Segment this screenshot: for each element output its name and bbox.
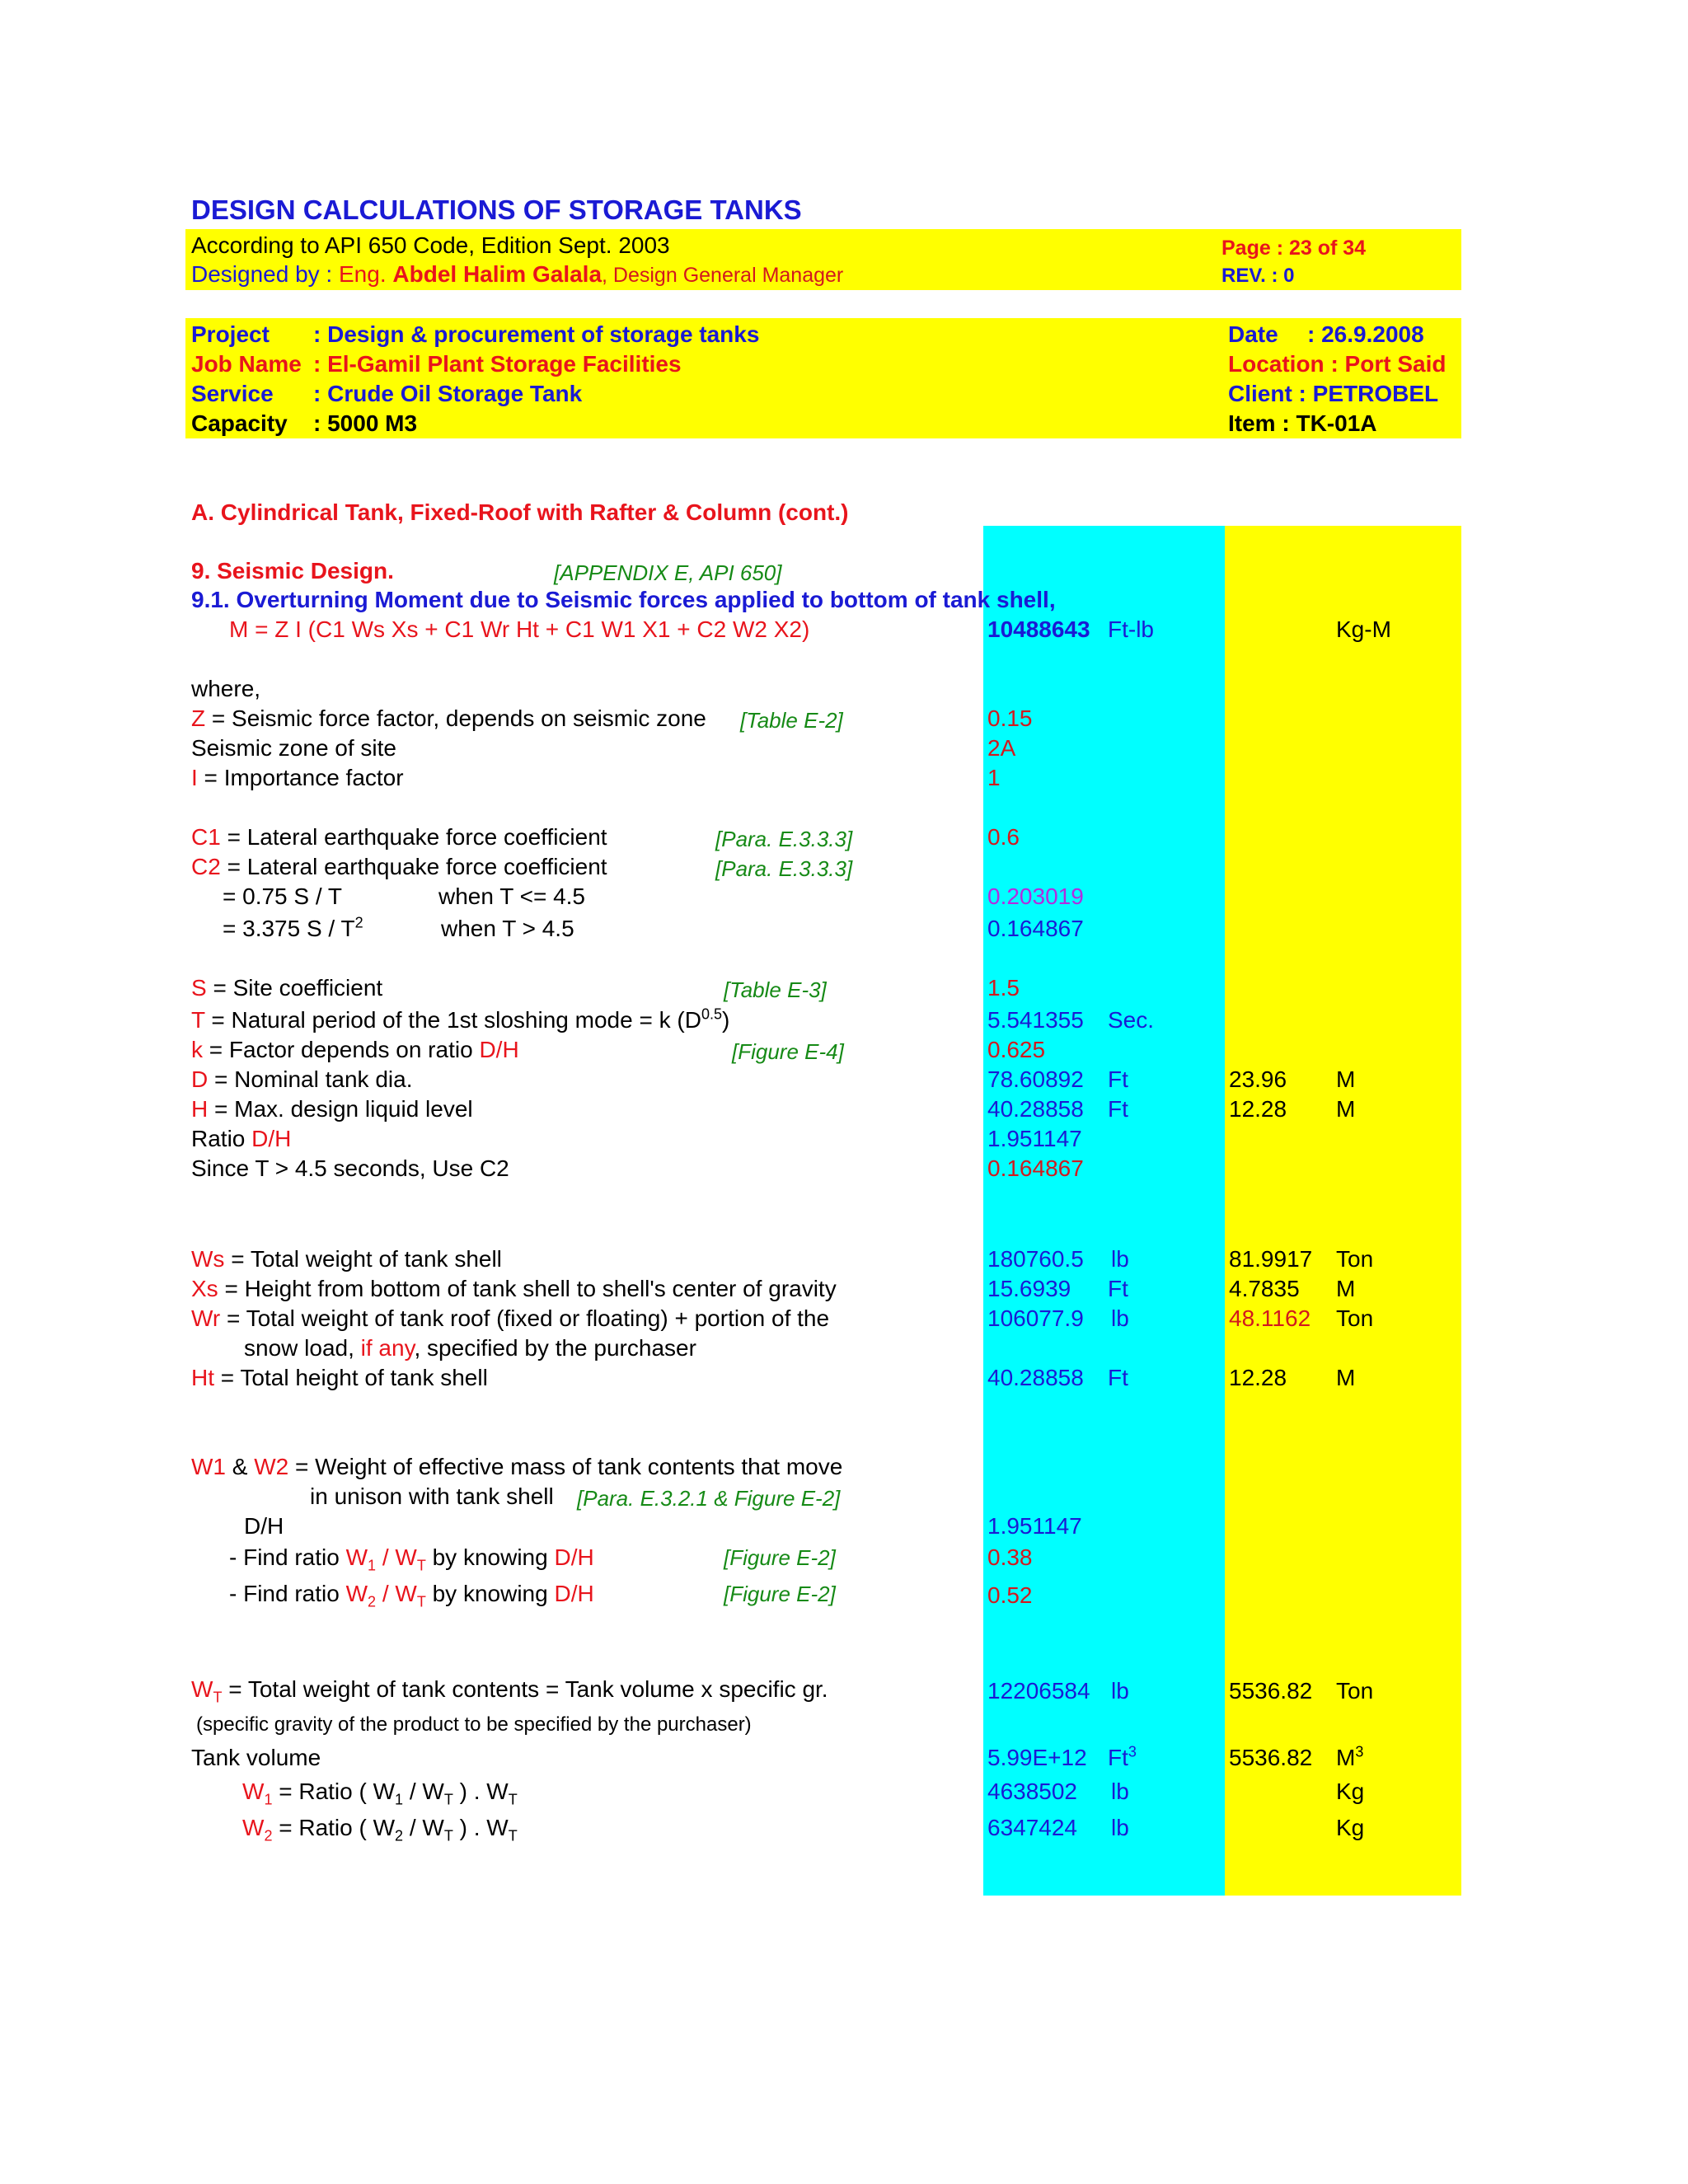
c2-equation-1: = 0.75 S / T: [223, 883, 343, 909]
date-label: Date: [1228, 321, 1278, 347]
ws-value-si: 81.9917: [1229, 1246, 1313, 1272]
client: Client : PETROBEL: [1228, 381, 1439, 406]
find-ratio-w1-value: 0.38: [987, 1544, 1033, 1570]
d-unit: Ft: [1108, 1066, 1128, 1092]
seismic-heading: 9. Seismic Design.: [191, 558, 394, 583]
c1-ref: [Para. E.3.3.3]: [715, 827, 853, 851]
h-value-si: 12.28: [1229, 1096, 1287, 1122]
ht-row: Ht = Total height of tank shell: [191, 1365, 488, 1390]
c1-row: C1 = Lateral earthquake force coefficient: [191, 824, 607, 850]
moment-unit-si: Kg-M: [1336, 616, 1391, 642]
w2-row: $W_2$ = Ratio ( $W_2 / W_T$ ) . $W_T$: [242, 1815, 518, 1844]
c2-row: C2 = Lateral earthquake force coefficient: [191, 854, 607, 879]
moment-unit: Ft-lb: [1108, 616, 1154, 642]
s-ref: [Table E-3]: [724, 977, 827, 1002]
wt-value-si: 5536.82: [1229, 1678, 1313, 1704]
w2-unit: lb: [1111, 1815, 1129, 1840]
find-ratio-w2: - Find ratio $W_2 / W_T$ by knowing D/H: [229, 1581, 594, 1610]
d-value-si: 23.96: [1229, 1066, 1287, 1092]
ht-value: 40.28858: [987, 1365, 1084, 1390]
wr-unit-si: Ton: [1336, 1305, 1374, 1331]
seismic-zone-label: Seismic zone of site: [191, 735, 396, 761]
ws-unit: lb: [1111, 1246, 1129, 1272]
xs-unit-si: M: [1336, 1276, 1356, 1301]
dh-label: D/H: [244, 1513, 284, 1539]
wr-row: Wr = Total weight of tank roof (fixed or floating) + portion of the: [191, 1305, 830, 1331]
i-value: 1: [987, 765, 1001, 790]
w1-w2-ref: [Para. E.3.2.1 & Figure E-2]: [577, 1486, 841, 1511]
wr-row-continued: snow load, if any, specified by the purchaser: [244, 1335, 696, 1361]
w1-w2-row-continued: in unison with tank shell: [310, 1483, 554, 1509]
c2-ref: [Para. E.3.3.3]: [715, 856, 853, 881]
ht-unit-si: M: [1336, 1365, 1356, 1390]
ht-unit: Ft: [1108, 1365, 1128, 1390]
overturning-heading: 9.1. Overturning Moment due to Seismic forces applied to bottom of tank shell,: [191, 587, 1056, 612]
c2-value-2: 0.164867: [987, 916, 1084, 941]
d-unit-si: M: [1336, 1066, 1356, 1092]
dh-value: 1.951147: [987, 1513, 1082, 1539]
w1-w2-row: W1 & W2 = Weight of effective mass of tank contents that move: [191, 1454, 843, 1479]
tank-volume-value: 5.99E+12: [987, 1745, 1087, 1770]
c2-condition-1: when T <= 4.5: [438, 883, 585, 909]
w1-unit-si: Kg: [1336, 1779, 1365, 1804]
xs-unit: Ft: [1108, 1276, 1128, 1301]
s-value: 1.5: [987, 975, 1020, 1001]
item: Item : TK-01A: [1228, 410, 1377, 436]
specific-gravity-note: (specific gravity of the product to be specified by the purchaser): [196, 1713, 752, 1736]
c1-value: 0.6: [987, 824, 1020, 850]
revision: REV. : 0: [1221, 265, 1295, 287]
c2-value-1: 0.203019: [987, 883, 1084, 909]
wr-value: 106077.9: [987, 1305, 1084, 1331]
wt-value: 12206584: [987, 1678, 1090, 1704]
ratio-row: Ratio D/H: [191, 1126, 292, 1151]
moment-formula: M = Z I (C1 Ws Xs + C1 Wr Ht + C1 W1 X1 + C2 W2 X2): [229, 616, 810, 642]
find-ratio-w1: - Find ratio $W_1 / W_T$ by knowing D/H: [229, 1544, 594, 1574]
wt-unit: lb: [1111, 1678, 1129, 1704]
w2-unit-si: Kg: [1336, 1815, 1365, 1840]
h-unit: Ft: [1108, 1096, 1128, 1122]
s-row: S = Site coefficient: [191, 975, 383, 1001]
page-number: Page : 23 of 34: [1221, 237, 1367, 260]
moment-value: 10488643: [987, 616, 1090, 642]
ratio-value: 1.951147: [987, 1126, 1082, 1151]
z-ref: [Table E-2]: [740, 708, 843, 733]
c2-condition-2: when T > 4.5: [441, 916, 574, 941]
capacity-value: : 5000 M3: [313, 410, 418, 436]
d-row: D = Nominal tank dia.: [191, 1066, 413, 1092]
wr-unit: lb: [1111, 1305, 1129, 1331]
t-unit: Sec.: [1108, 1007, 1155, 1033]
wr-value-si: 48.1162: [1229, 1305, 1311, 1331]
h-unit-si: M: [1336, 1096, 1356, 1122]
tank-volume-label: Tank volume: [191, 1745, 321, 1770]
since-note: Since T > 4.5 seconds, Use C2: [191, 1155, 509, 1181]
c2-equation-2: = 3.375 S / $T^2$: [223, 914, 363, 941]
ws-value: 180760.5: [987, 1246, 1084, 1272]
xs-value-si: 4.7835: [1229, 1276, 1300, 1301]
designer-line: Designed by : Eng. Abdel Halim Galala, Design General Manager: [191, 261, 844, 287]
code-reference: According to API 650 Code, Edition Sept. 2003: [191, 232, 670, 258]
h-row: H = Max. design liquid level: [191, 1096, 473, 1122]
job-name-label: Job Name: [191, 351, 302, 377]
find-ratio-w1-ref: [Figure E-2]: [724, 1545, 836, 1570]
xs-row: Xs = Height from bottom of tank shell to shell's center of gravity: [191, 1276, 837, 1301]
w1-unit: lb: [1111, 1779, 1129, 1804]
k-ref: [Figure E-4]: [732, 1039, 844, 1064]
section-title: A. Cylindrical Tank, Fixed-Roof with Rafter & Column (cont.): [191, 499, 849, 525]
tank-volume-unit: Ft$^3$: [1108, 1743, 1137, 1770]
ht-value-si: 12.28: [1229, 1365, 1287, 1390]
since-value: 0.164867: [987, 1155, 1084, 1181]
find-ratio-w2-ref: [Figure E-2]: [724, 1582, 836, 1606]
t-row: T = Natural period of the 1st sloshing mode = k $(D^{0.5})$: [191, 1005, 730, 1033]
ws-row: Ws = Total weight of tank shell: [191, 1246, 502, 1272]
xs-value: 15.6939: [987, 1276, 1071, 1301]
z-value: 0.15: [987, 705, 1033, 731]
w1-row: $W_1$ = Ratio ( $W_1 / W_T$ ) . $W_T$: [242, 1779, 518, 1808]
h-value: 40.28858: [987, 1096, 1084, 1122]
w2-value: 6347424: [987, 1815, 1078, 1840]
tank-volume-value-si: 5536.82: [1229, 1745, 1313, 1770]
i-row: I = Importance factor: [191, 765, 404, 790]
t-value: 5.541355: [987, 1007, 1084, 1033]
ws-unit-si: Ton: [1336, 1246, 1374, 1272]
find-ratio-w2-value: 0.52: [987, 1582, 1033, 1608]
project-value: : Design & procurement of storage tanks: [313, 321, 760, 347]
k-row: k = Factor depends on ratio D/H: [191, 1037, 519, 1062]
capacity-label: Capacity: [191, 410, 288, 436]
job-name-value: : El-Gamil Plant Storage Facilities: [313, 351, 682, 377]
date-value: : 26.9.2008: [1307, 321, 1424, 347]
tank-volume-unit-si: $M^3$: [1336, 1743, 1364, 1770]
service-label: Service: [191, 381, 274, 406]
service-value: : Crude Oil Storage Tank: [313, 381, 583, 406]
seismic-zone-value: 2A: [987, 735, 1016, 761]
where-label: where,: [191, 676, 261, 701]
project-label: Project: [191, 321, 270, 347]
appendix-ref: [APPENDIX E, API 650]: [554, 560, 782, 585]
document-title: DESIGN CALCULATIONS OF STORAGE TANKS: [191, 194, 802, 225]
k-value: 0.625: [987, 1037, 1046, 1062]
w1-value: 4638502: [987, 1779, 1078, 1804]
wt-row: $W_T$ = Total weight of tank contents = Tank volume x specific gr.: [191, 1676, 828, 1706]
location: Location : Port Said: [1228, 351, 1447, 377]
wt-unit-si: Ton: [1336, 1678, 1374, 1704]
z-row: Z = Seismic force factor, depends on seismic zone: [191, 705, 706, 731]
d-value: 78.60892: [987, 1066, 1084, 1092]
